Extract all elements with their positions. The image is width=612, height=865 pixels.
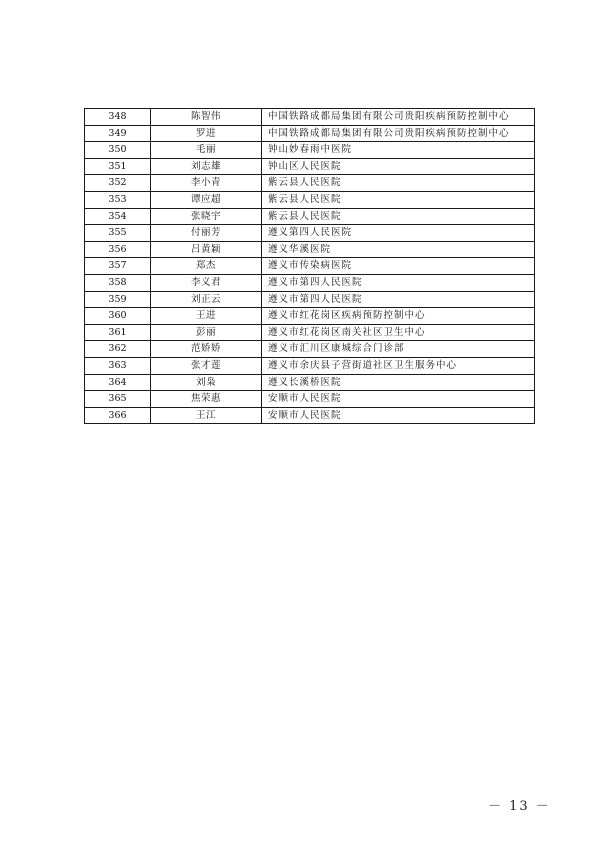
person-name-cell: 王江 — [151, 407, 262, 424]
table-row — [85, 125, 535, 142]
row-number-cell: 361 — [85, 324, 151, 341]
row-number-cell: 357 — [85, 258, 151, 275]
person-name-cell: 王进 — [151, 308, 262, 325]
table-row — [85, 225, 535, 242]
organization-cell: 遵义市第四人民医院 — [262, 291, 535, 308]
table-row — [85, 374, 535, 391]
table-row — [85, 208, 535, 225]
table-row — [85, 308, 535, 325]
person-name-cell: 张才莲 — [151, 357, 262, 374]
table-row — [85, 291, 535, 308]
organization-cell: 安顺市人民医院 — [262, 407, 535, 424]
organization-cell: 遵义市汇川区康城综合门诊部 — [262, 341, 535, 358]
roster-table-body — [85, 109, 535, 424]
row-number-cell: 352 — [85, 175, 151, 192]
table-row — [85, 191, 535, 208]
table-row — [85, 142, 535, 159]
organization-cell: 紫云县人民医院 — [262, 208, 535, 225]
organization-cell: 遵义市传染病医院 — [262, 258, 535, 275]
row-number-cell: 354 — [85, 208, 151, 225]
person-name-cell: 刘枭 — [151, 374, 262, 391]
person-name-cell: 范娇娇 — [151, 341, 262, 358]
row-number-cell: 358 — [85, 274, 151, 291]
row-number-cell: 360 — [85, 308, 151, 325]
table-row — [85, 274, 535, 291]
person-name-cell: 张晓宇 — [151, 208, 262, 225]
table-row — [85, 341, 535, 358]
organization-cell: 钟山区人民医院 — [262, 158, 535, 175]
table-row — [85, 258, 535, 275]
organization-cell: 钟山妙春雨中医院 — [262, 142, 535, 159]
person-name-cell: 毛丽 — [151, 142, 262, 159]
organization-cell: 中国铁路成都局集团有限公司贵阳疾病预防控制中心 — [262, 125, 535, 142]
organization-cell: 紫云县人民医院 — [262, 191, 535, 208]
row-number-cell: 353 — [85, 191, 151, 208]
row-number-cell: 366 — [85, 407, 151, 424]
person-name-cell: 陈智伟 — [151, 109, 262, 126]
person-name-cell: 李小青 — [151, 175, 262, 192]
row-number-cell: 365 — [85, 391, 151, 408]
organization-cell: 遵义市红花岗区南关社区卫生中心 — [262, 324, 535, 341]
row-number-cell: 348 — [85, 109, 151, 126]
row-number-cell: 356 — [85, 241, 151, 258]
organization-cell: 紫云县人民医院 — [262, 175, 535, 192]
roster-table — [84, 108, 535, 424]
table-row — [85, 158, 535, 175]
table-row — [85, 407, 535, 424]
table-row — [85, 357, 535, 374]
organization-cell: 遵义长溪桥医院 — [262, 374, 535, 391]
person-name-cell: 谭应超 — [151, 191, 262, 208]
table-row — [85, 391, 535, 408]
organization-cell: 遵义市红花岗区疾病预防控制中心 — [262, 308, 535, 325]
row-number-cell: 364 — [85, 374, 151, 391]
organization-cell: 中国铁路成都局集团有限公司贵阳疾病预防控制中心 — [262, 109, 535, 126]
person-name-cell: 吕黄颖 — [151, 241, 262, 258]
row-number-cell: 359 — [85, 291, 151, 308]
person-name-cell: 彭丽 — [151, 324, 262, 341]
table-row — [85, 175, 535, 192]
person-name-cell: 罗进 — [151, 125, 262, 142]
page-number: － 13 － — [488, 799, 551, 814]
row-number-cell: 363 — [85, 357, 151, 374]
person-name-cell: 刘正云 — [151, 291, 262, 308]
person-name-cell: 焦荣惠 — [151, 391, 262, 408]
person-name-cell: 郑杰 — [151, 258, 262, 275]
row-number-cell: 349 — [85, 125, 151, 142]
person-name-cell: 付丽芳 — [151, 225, 262, 242]
row-number-cell: 351 — [85, 158, 151, 175]
organization-cell: 遵义市余庆县子营街道社区卫生服务中心 — [262, 357, 535, 374]
person-name-cell: 李义君 — [151, 274, 262, 291]
person-name-cell: 刘志雄 — [151, 158, 262, 175]
row-number-cell: 355 — [85, 225, 151, 242]
table-row — [85, 324, 535, 341]
organization-cell: 遵义第四人民医院 — [262, 225, 535, 242]
table-row — [85, 109, 535, 126]
row-number-cell: 350 — [85, 142, 151, 159]
organization-cell: 遵义市第四人民医院 — [262, 274, 535, 291]
organization-cell: 安顺市人民医院 — [262, 391, 535, 408]
table-row — [85, 241, 535, 258]
organization-cell: 遵义华溪医院 — [262, 241, 535, 258]
row-number-cell: 362 — [85, 341, 151, 358]
